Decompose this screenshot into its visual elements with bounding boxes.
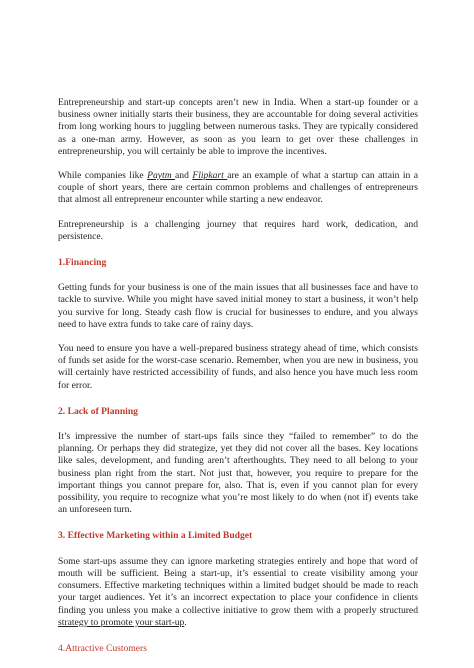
promote-startup-link[interactable]: strategy to promote your start-up <box>58 616 185 628</box>
section-heading-attractive-customers: 4.Attractive Customers <box>58 642 147 654</box>
intro-paragraph-2-end: are an example of what a startup can attain in a couple of short years, there are certain common problems and challenges of entrepreneurs that almost all entrepreneur encounter while starting a new endeavor. <box>58 170 418 206</box>
section-heading-effective-marketing: 3. Effective Marketing within a Limited Budget <box>58 530 253 542</box>
marketing-paragraph-text: Some start-ups assume they can ignore marketing strategies entirely and hope that word of mouth will be sufficient. Being a start-up, it’s essential to create visibility among your consumers. Effective marketing techniques within a limited budget should be made to reach your target audiences. Yet it’s an incorrect expectation to place your confidence in clients finding you unless you make a collective initiative to grow them with a properly structured <box>58 555 418 616</box>
paytm-link[interactable]: Paytm <box>147 170 176 182</box>
marketing-paragraph <box>58 556 418 629</box>
intro-paragraph-1: Entrepreneurship and start-up concepts aren’t new in India. When a start-up founder or a business owner initially starts their business, they are accountable for doing several activities from long working hours to juggling between numerous tasks. They are typically considered as a one-man army. However, as soon as you learn to get over these challenges in entrepreneurship, you will certainly be able to improve the incentives. <box>58 97 418 157</box>
intro-paragraph-3: Entrepreneurship is a challenging journey that requires hard work, dedication, and persistence. <box>58 218 418 242</box>
section-heading-financing: 1.Financing <box>58 257 107 269</box>
document-page <box>58 97 418 668</box>
financing-paragraph-2: You need to ensure you have a well-prepared business strategy ahead of time, which consists of funds set aside for the worst-case scenario. Remember, when you are new in business, you will certainly have restricted accessibility of funds, and also hence you have much less room for error. <box>58 343 418 391</box>
financing-paragraph-1: Getting funds for your business is one of the main issues that all businesses face and have to tackle to survive. While you might have saved initial money to start a business, it won’t help you survive for long. Steady cash flow is crucial for businesses to endure, and you always need to have extra funds to take care of rainy days. <box>58 282 418 330</box>
section-heading-lack-of-planning: 2. Lack of Planning <box>58 405 138 417</box>
marketing-paragraph-end: . <box>184 616 187 628</box>
planning-paragraph: It’s impressive the number of start-ups fails since they “failed to remember” to do the planning. Or perhaps they did strategize, yet they did not cover all the bases. Key locations like sales, development, and funding aren’t afterthoughts. They need to all belong to your business plan right from the start. Not just that, however, you require to prepare for the important things you cannot prepare for, also. That is, even if you cannot plan for every possibility, you require to recognize what you’re most likely to do when (not if) events take an unforeseen turn. <box>58 431 418 516</box>
intro-paragraph-2-and: and <box>175 170 193 182</box>
intro-paragraph-2-start: While companies like <box>58 170 148 182</box>
flipkart-link[interactable]: Flipkart <box>192 170 228 182</box>
intro-paragraph-2 <box>58 170 418 207</box>
